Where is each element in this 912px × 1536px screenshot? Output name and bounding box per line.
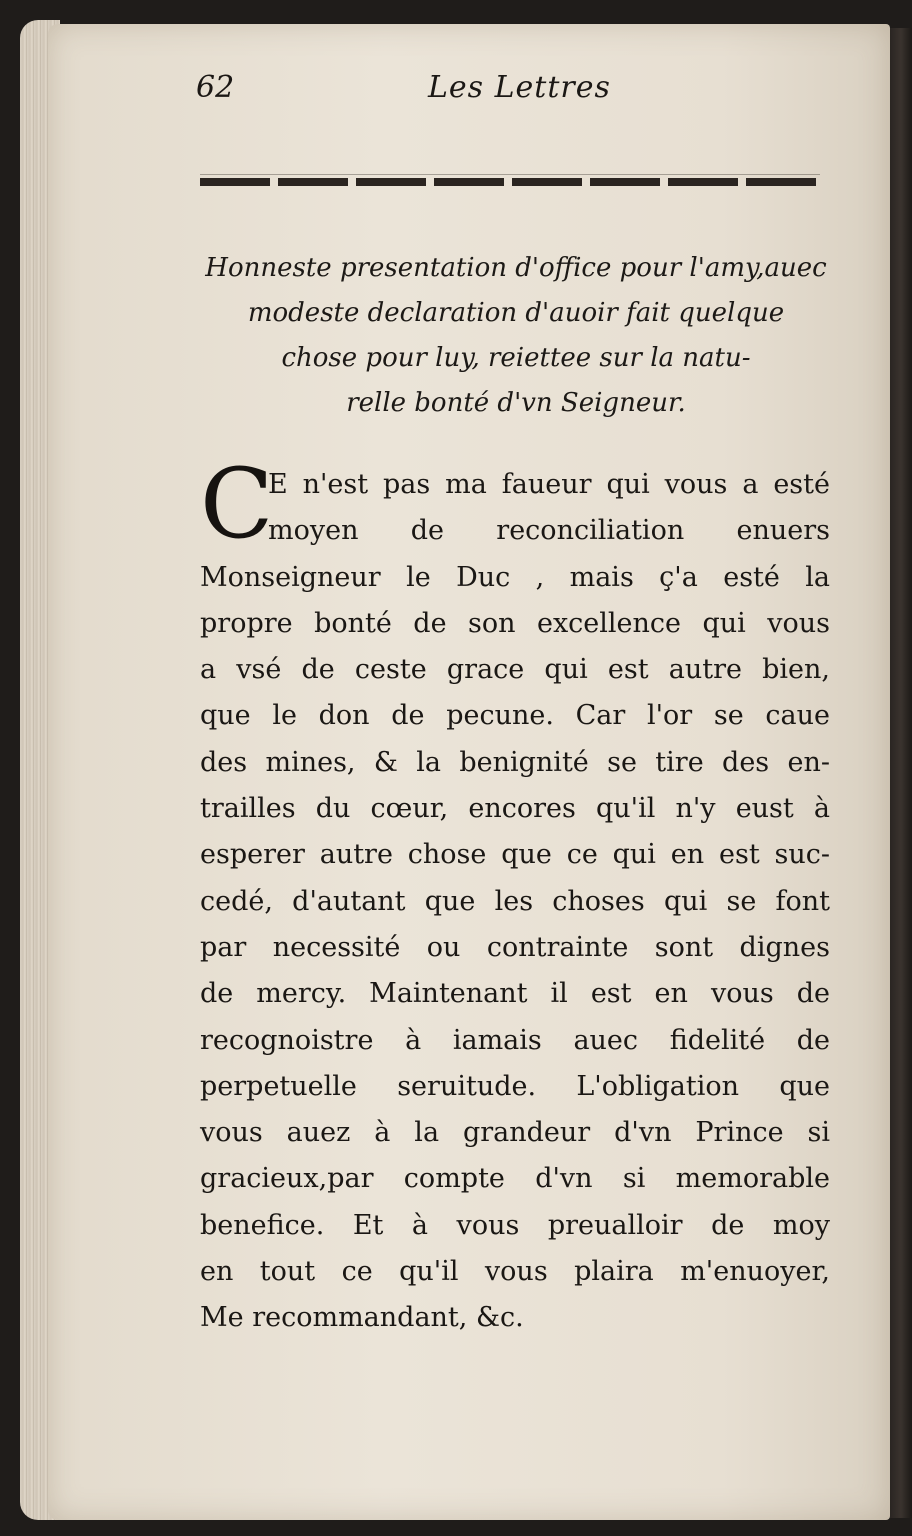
body-line: Me recommandant, &c.	[200, 1302, 524, 1334]
body-line: vous auez à la grandeur d'vn Prince si	[200, 1117, 830, 1149]
body-line: a vsé de ceste grace qui est autre bien,	[200, 654, 830, 686]
body-line: de mercy. Maintenant il est en vous de	[200, 978, 830, 1010]
drop-cap: C	[200, 448, 274, 560]
body-line: cedé, d'autant que les choses qui se font	[200, 885, 830, 917]
heading-line: modeste declaration d'auoir fait quelque	[247, 298, 785, 328]
body-line: que le don de pecune. Car l'or se caue	[200, 700, 830, 732]
heading-line: chose pour luy, reiettee sur la natu-	[281, 343, 751, 373]
body-line: trailles du cœur, encores qu'il n'y eust à	[200, 793, 830, 825]
body-line: en tout ce qu'il vous plaira m'enuoyer,	[200, 1256, 830, 1288]
page-number: 62	[196, 70, 235, 105]
heading-line: relle bonté d'vn Seigneur.	[346, 388, 686, 418]
heading-line: Honneste presentation d'office pour l'amy,auec	[205, 253, 827, 283]
header-rule	[200, 178, 820, 186]
page-header	[196, 70, 616, 120]
book-gutter	[890, 28, 912, 1518]
body-line: Monseigneur le Duc , mais ç'a esté la	[200, 561, 830, 593]
header-rule-thin	[200, 174, 820, 175]
body-line: propre bonté de son excellence qui vous	[200, 607, 830, 639]
body-line: gracieux,par compte d'vn si memorable	[200, 1163, 830, 1195]
letter-body	[200, 448, 830, 1342]
body-line: par necessité ou contrainte sont dignes	[200, 931, 830, 963]
body-line: recognoistre à iamais auec fidelité de	[200, 1024, 830, 1056]
body-line: esperer autre chose que ce qui en est suc-	[200, 839, 830, 871]
body-line: perpetuelle seruitude. L'obligation que	[200, 1070, 830, 1102]
body-line: moyen de reconciliation enuers	[268, 515, 830, 547]
body-line: des mines, & la benignité se tire des en-	[200, 746, 830, 778]
body-line: E n'est pas ma faueur qui vous a esté	[268, 469, 830, 500]
letter-heading	[196, 246, 836, 426]
running-title: Les Lettres	[428, 70, 611, 105]
body-line: benefice. Et à vous preualloir de moy	[200, 1209, 830, 1241]
